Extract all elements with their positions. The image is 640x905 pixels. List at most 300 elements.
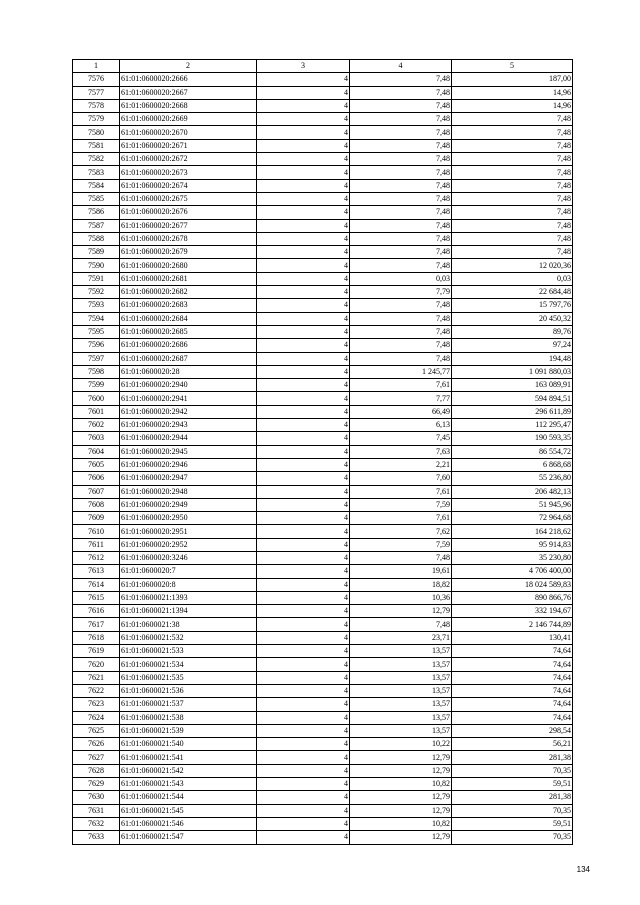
amount-value: 97,24 (452, 339, 573, 352)
row-number: 7628 (73, 764, 120, 777)
table-row (73, 379, 573, 392)
table-row (73, 365, 573, 378)
row-number: 7601 (73, 405, 120, 418)
rate-value: 7,48 (350, 206, 452, 219)
table-row (73, 86, 573, 99)
row-number: 7578 (73, 99, 120, 112)
category-code: 4 (257, 219, 350, 232)
header-col-4: 4 (350, 60, 452, 73)
rate-value: 7,48 (350, 126, 452, 139)
amount-value: 59,51 (452, 817, 573, 830)
rate-value: 7,61 (350, 379, 452, 392)
amount-value: 86 554,72 (452, 445, 573, 458)
row-number: 7617 (73, 618, 120, 631)
rate-value: 7,48 (350, 153, 452, 166)
row-number: 7615 (73, 591, 120, 604)
category-code: 4 (257, 139, 350, 152)
cadastral-number: 61:01:0600020:2674 (120, 179, 257, 192)
table-row (73, 232, 573, 245)
row-number: 7594 (73, 312, 120, 325)
category-code: 4 (257, 684, 350, 697)
rate-value: 12,79 (350, 764, 452, 777)
header-col-2: 2 (120, 60, 257, 73)
rate-value: 7,61 (350, 512, 452, 525)
cadastral-number: 61:01:0600021:543 (120, 778, 257, 791)
table-row (73, 485, 573, 498)
amount-value: 1 091 880,03 (452, 365, 573, 378)
table-row (73, 272, 573, 285)
row-number: 7588 (73, 232, 120, 245)
rate-value: 13,57 (350, 711, 452, 724)
category-code: 4 (257, 551, 350, 564)
table-row (73, 246, 573, 259)
table-row (73, 751, 573, 764)
amount-value: 7,48 (452, 246, 573, 259)
amount-value: 298,54 (452, 724, 573, 737)
table-row (73, 804, 573, 817)
rate-value: 2,21 (350, 458, 452, 471)
category-code: 4 (257, 711, 350, 724)
rate-value: 7,48 (350, 73, 452, 86)
amount-value: 7,48 (452, 219, 573, 232)
category-code: 4 (257, 817, 350, 830)
row-number: 7619 (73, 645, 120, 658)
cadastral-number: 61:01:0600021:541 (120, 751, 257, 764)
cadastral-number: 61:01:0600020:8 (120, 578, 257, 591)
category-code: 4 (257, 86, 350, 99)
cadastral-number: 61:01:0600020:2667 (120, 86, 257, 99)
amount-value: 890 866,76 (452, 591, 573, 604)
rate-value: 7,48 (350, 166, 452, 179)
cadastral-number: 61:01:0600020:2943 (120, 419, 257, 432)
row-number: 7596 (73, 339, 120, 352)
row-number: 7605 (73, 458, 120, 471)
table-row (73, 645, 573, 658)
category-code: 4 (257, 458, 350, 471)
category-code: 4 (257, 565, 350, 578)
category-code: 4 (257, 645, 350, 658)
table-row (73, 192, 573, 205)
table-row (73, 684, 573, 697)
row-number: 7624 (73, 711, 120, 724)
category-code: 4 (257, 232, 350, 245)
amount-value: 296 611,89 (452, 405, 573, 418)
amount-value: 74,64 (452, 671, 573, 684)
amount-value: 7,48 (452, 126, 573, 139)
table-body (73, 73, 573, 844)
table-row (73, 551, 573, 564)
amount-value: 74,64 (452, 645, 573, 658)
rate-value: 66,49 (350, 405, 452, 418)
table-row (73, 605, 573, 618)
cadastral-number: 61:01:0600020:2686 (120, 339, 257, 352)
rate-value: 7,61 (350, 485, 452, 498)
amount-value: 55 236,80 (452, 472, 573, 485)
table-row (73, 445, 573, 458)
category-code: 4 (257, 405, 350, 418)
table-row (73, 259, 573, 272)
category-code: 4 (257, 392, 350, 405)
category-code: 4 (257, 658, 350, 671)
row-number: 7627 (73, 751, 120, 764)
cadastral-number: 61:01:0600020:7 (120, 565, 257, 578)
header-col-5: 5 (452, 60, 573, 73)
cadastral-number: 61:01:0600020:2681 (120, 272, 257, 285)
table-row (73, 219, 573, 232)
cadastral-number: 61:01:0600021:546 (120, 817, 257, 830)
row-number: 7631 (73, 804, 120, 817)
row-number: 7600 (73, 392, 120, 405)
cadastral-number: 61:01:0600021:534 (120, 658, 257, 671)
page-number: 134 (576, 865, 590, 874)
cadastral-number: 61:01:0600020:2679 (120, 246, 257, 259)
rate-value: 7,48 (350, 312, 452, 325)
table-row (73, 525, 573, 538)
row-number: 7590 (73, 259, 120, 272)
table-row (73, 139, 573, 152)
cadastral-number: 61:01:0600020:2950 (120, 512, 257, 525)
rate-value: 7,48 (350, 551, 452, 564)
amount-value: 56,21 (452, 738, 573, 751)
cadastral-number: 61:01:0600021:536 (120, 684, 257, 697)
row-number: 7599 (73, 379, 120, 392)
cadastral-number: 61:01:0600020:2951 (120, 525, 257, 538)
amount-value: 18 024 589,83 (452, 578, 573, 591)
row-number: 7585 (73, 192, 120, 205)
amount-value: 7,48 (452, 166, 573, 179)
cadastral-number: 61:01:0600020:2952 (120, 538, 257, 551)
amount-value: 14,96 (452, 86, 573, 99)
table-row (73, 299, 573, 312)
category-code: 4 (257, 498, 350, 511)
row-number: 7583 (73, 166, 120, 179)
rate-value: 7,63 (350, 445, 452, 458)
cadastral-number: 61:01:0600020:2676 (120, 206, 257, 219)
table-row (73, 472, 573, 485)
cadastral-number: 61:01:0600020:2941 (120, 392, 257, 405)
row-number: 7633 (73, 831, 120, 844)
category-code: 4 (257, 419, 350, 432)
rate-value: 13,57 (350, 671, 452, 684)
rate-value: 10,22 (350, 738, 452, 751)
category-code: 4 (257, 578, 350, 591)
category-code: 4 (257, 126, 350, 139)
amount-value: 74,64 (452, 711, 573, 724)
row-number: 7608 (73, 498, 120, 511)
table-row (73, 73, 573, 86)
rate-value: 10,36 (350, 591, 452, 604)
table-row (73, 778, 573, 791)
header-col-1: 1 (73, 60, 120, 73)
row-number: 7579 (73, 113, 120, 126)
row-number: 7598 (73, 365, 120, 378)
amount-value: 112 295,47 (452, 419, 573, 432)
table-row (73, 392, 573, 405)
rate-value: 7,48 (350, 325, 452, 338)
cadastral-number: 61:01:0600020:2675 (120, 192, 257, 205)
table-row (73, 791, 573, 804)
row-number: 7611 (73, 538, 120, 551)
table-row (73, 432, 573, 445)
category-code: 4 (257, 73, 350, 86)
category-code: 4 (257, 352, 350, 365)
table-row (73, 618, 573, 631)
amount-value: 281,38 (452, 751, 573, 764)
amount-value: 35 230,80 (452, 551, 573, 564)
amount-value: 14,96 (452, 99, 573, 112)
category-code: 4 (257, 791, 350, 804)
cadastral-number: 61:01:0600021:533 (120, 645, 257, 658)
table-row (73, 179, 573, 192)
amount-value: 187,00 (452, 73, 573, 86)
amount-value: 281,38 (452, 791, 573, 804)
amount-value: 59,51 (452, 778, 573, 791)
rate-value: 12,79 (350, 751, 452, 764)
category-code: 4 (257, 99, 350, 112)
cadastral-number: 61:01:0600020:2684 (120, 312, 257, 325)
row-number: 7612 (73, 551, 120, 564)
rate-value: 7,48 (350, 99, 452, 112)
category-code: 4 (257, 153, 350, 166)
cadastral-number: 61:01:0600020:2947 (120, 472, 257, 485)
cadastral-number: 61:01:0600020:2666 (120, 73, 257, 86)
row-number: 7632 (73, 817, 120, 830)
rate-value: 7,45 (350, 432, 452, 445)
row-number: 7606 (73, 472, 120, 485)
rate-value: 13,57 (350, 658, 452, 671)
row-number: 7610 (73, 525, 120, 538)
rate-value: 12,79 (350, 804, 452, 817)
table-row (73, 512, 573, 525)
category-code: 4 (257, 445, 350, 458)
category-code: 4 (257, 605, 350, 618)
category-code: 4 (257, 698, 350, 711)
header-col-3: 3 (257, 60, 350, 73)
table-row (73, 153, 573, 166)
cadastral-number: 61:01:0600020:2948 (120, 485, 257, 498)
amount-value: 332 194,67 (452, 605, 573, 618)
table-row (73, 113, 573, 126)
row-number: 7622 (73, 684, 120, 697)
cadastral-number: 61:01:0600020:2677 (120, 219, 257, 232)
table-row (73, 419, 573, 432)
row-number: 7582 (73, 153, 120, 166)
cadastral-number: 61:01:0600020:2940 (120, 379, 257, 392)
rate-value: 7,59 (350, 498, 452, 511)
amount-value: 130,41 (452, 631, 573, 644)
row-number: 7591 (73, 272, 120, 285)
rate-value: 7,48 (350, 179, 452, 192)
cadastral-number: 61:01:0600021:538 (120, 711, 257, 724)
rate-value: 7,59 (350, 538, 452, 551)
row-number: 7625 (73, 724, 120, 737)
category-code: 4 (257, 299, 350, 312)
category-code: 4 (257, 831, 350, 844)
cadastral-number: 61:01:0600021:545 (120, 804, 257, 817)
table-row (73, 764, 573, 777)
cadastral-number: 61:01:0600020:2683 (120, 299, 257, 312)
table-row (73, 538, 573, 551)
row-number: 7586 (73, 206, 120, 219)
cadastral-number: 61:01:0600020:2669 (120, 113, 257, 126)
rate-value: 0,03 (350, 272, 452, 285)
rate-value: 7,48 (350, 352, 452, 365)
table-row (73, 831, 573, 844)
rate-value: 12,79 (350, 831, 452, 844)
rate-value: 7,48 (350, 618, 452, 631)
amount-value: 74,64 (452, 658, 573, 671)
cadastral-number: 61:01:0600021:537 (120, 698, 257, 711)
table-row (73, 286, 573, 299)
rate-value: 10,82 (350, 817, 452, 830)
category-code: 4 (257, 192, 350, 205)
amount-value: 70,35 (452, 764, 573, 777)
rate-value: 6,13 (350, 419, 452, 432)
category-code: 4 (257, 325, 350, 338)
row-number: 7609 (73, 512, 120, 525)
row-number: 7630 (73, 791, 120, 804)
rate-value: 7,48 (350, 232, 452, 245)
rate-value: 7,48 (350, 113, 452, 126)
amount-value: 163 089,91 (452, 379, 573, 392)
category-code: 4 (257, 286, 350, 299)
rate-value: 13,57 (350, 698, 452, 711)
table-row (73, 817, 573, 830)
cadastral-number: 61:01:0600020:2949 (120, 498, 257, 511)
table-row (73, 631, 573, 644)
table-row (73, 126, 573, 139)
table-row (73, 711, 573, 724)
table-row (73, 206, 573, 219)
amount-value: 12 020,36 (452, 259, 573, 272)
row-number: 7593 (73, 299, 120, 312)
category-code: 4 (257, 259, 350, 272)
category-code: 4 (257, 738, 350, 751)
row-number: 7584 (73, 179, 120, 192)
table-row (73, 565, 573, 578)
category-code: 4 (257, 312, 350, 325)
row-number: 7626 (73, 738, 120, 751)
row-number: 7618 (73, 631, 120, 644)
category-code: 4 (257, 432, 350, 445)
category-code: 4 (257, 166, 350, 179)
category-code: 4 (257, 246, 350, 259)
row-number: 7604 (73, 445, 120, 458)
category-code: 4 (257, 512, 350, 525)
rate-value: 7,48 (350, 299, 452, 312)
cadastral-number: 61:01:0600020:2673 (120, 166, 257, 179)
row-number: 7577 (73, 86, 120, 99)
amount-value: 194,48 (452, 352, 573, 365)
rate-value: 1 245,77 (350, 365, 452, 378)
category-code: 4 (257, 525, 350, 538)
row-number: 7607 (73, 485, 120, 498)
table-header-row (73, 60, 573, 73)
row-number: 7602 (73, 419, 120, 432)
amount-value: 7,48 (452, 153, 573, 166)
cadastral-number: 61:01:0600020:2678 (120, 232, 257, 245)
amount-value: 0,03 (452, 272, 573, 285)
category-code: 4 (257, 272, 350, 285)
cadastral-number: 61:01:0600021:540 (120, 738, 257, 751)
cadastral-number: 61:01:0600021:547 (120, 831, 257, 844)
amount-value: 95 914,83 (452, 538, 573, 551)
row-number: 7623 (73, 698, 120, 711)
category-code: 4 (257, 751, 350, 764)
rate-value: 7,48 (350, 192, 452, 205)
amount-value: 20 450,32 (452, 312, 573, 325)
rate-value: 13,57 (350, 645, 452, 658)
cadastral-number: 61:01:0600020:2942 (120, 405, 257, 418)
amount-value: 190 593,35 (452, 432, 573, 445)
rate-value: 13,57 (350, 724, 452, 737)
rate-value: 7,62 (350, 525, 452, 538)
rate-value: 18,82 (350, 578, 452, 591)
table-row (73, 738, 573, 751)
category-code: 4 (257, 724, 350, 737)
row-number: 7581 (73, 139, 120, 152)
cadastral-number: 61:01:0600020:2668 (120, 99, 257, 112)
cadastral-number: 61:01:0600020:2687 (120, 352, 257, 365)
cadastral-number: 61:01:0600020:28 (120, 365, 257, 378)
amount-value: 7,48 (452, 192, 573, 205)
table-row (73, 405, 573, 418)
row-number: 7621 (73, 671, 120, 684)
row-number: 7614 (73, 578, 120, 591)
rate-value: 7,48 (350, 86, 452, 99)
amount-value: 74,64 (452, 684, 573, 697)
rate-value: 7,60 (350, 472, 452, 485)
cadastral-number: 61:01:0600021:1394 (120, 605, 257, 618)
amount-value: 22 684,48 (452, 286, 573, 299)
rate-value: 10,82 (350, 778, 452, 791)
table-row (73, 658, 573, 671)
category-code: 4 (257, 485, 350, 498)
table-row (73, 458, 573, 471)
row-number: 7595 (73, 325, 120, 338)
cadastral-number: 61:01:0600020:2680 (120, 259, 257, 272)
row-number: 7603 (73, 432, 120, 445)
category-code: 4 (257, 179, 350, 192)
table-row (73, 312, 573, 325)
category-code: 4 (257, 339, 350, 352)
amount-value: 7,48 (452, 113, 573, 126)
cadastral-number: 61:01:0600021:539 (120, 724, 257, 737)
cadastral-number: 61:01:0600021:542 (120, 764, 257, 777)
category-code: 4 (257, 778, 350, 791)
rate-value: 7,79 (350, 286, 452, 299)
category-code: 4 (257, 206, 350, 219)
cadastral-number: 61:01:0600020:2671 (120, 139, 257, 152)
rate-value: 7,48 (350, 139, 452, 152)
cadastral-number: 61:01:0600020:2945 (120, 445, 257, 458)
row-number: 7597 (73, 352, 120, 365)
category-code: 4 (257, 538, 350, 551)
cadastral-number: 61:01:0600020:2672 (120, 153, 257, 166)
category-code: 4 (257, 764, 350, 777)
amount-value: 89,76 (452, 325, 573, 338)
cadastral-table (72, 59, 573, 845)
rate-value: 12,79 (350, 791, 452, 804)
rate-value: 7,48 (350, 219, 452, 232)
table-row (73, 325, 573, 338)
table-row (73, 166, 573, 179)
amount-value: 7,48 (452, 232, 573, 245)
category-code: 4 (257, 671, 350, 684)
table-row (73, 591, 573, 604)
row-number: 7589 (73, 246, 120, 259)
rate-value: 12,79 (350, 605, 452, 618)
